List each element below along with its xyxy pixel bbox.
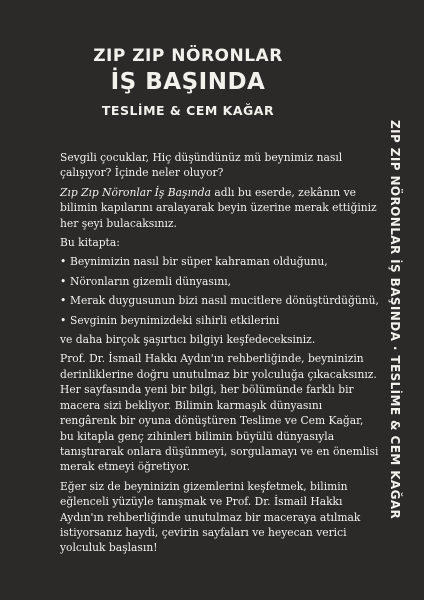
- list-item-text: Nöronların gizemli dünyasını,: [70, 274, 232, 288]
- list-item-text: Merak duygusunun bizi nasıl mucitlere dönüştürdüğünü,: [70, 294, 379, 308]
- list-item: [60, 293, 380, 308]
- paragraph-guide: Prof. Dr. İsmail Hakkı Aydın'ın rehberliğinde, beyninizin derinliklerine doğru unutulmaz bir yolculuğa çıkacaksınız. Her sayfasında yeni bir bilgi, her bölümünde farklı bir macera sizi bekliyor. Bilimin karmaşık dünyasını rengârenk bir oyuna dönüştüren Teslime ve Cem Kağar, bu kitapla genç zihinleri bilimin büyülü dünyasıyla tanıştırarak onlara düşünmeyi, sorgulamayı ve en önemlisi merak etmeyi öğretiyor.: [60, 352, 379, 474]
- intro-paragraph: Sevgili çocuklar, Hiç düşündünüz mü beynimiz nasıl çalışıyor? İçinde neler oluyor?: [60, 151, 343, 180]
- bullet-icon: •: [60, 255, 67, 269]
- topic-list: [60, 254, 380, 328]
- blurb: [60, 150, 380, 560]
- intro-paragraph-2-rest: adlı bu eserde, zekânın ve bilimin kapılarını aralayarak beyin üzerine merak ettiğiniz her şeyi bulacaksınız.: [60, 185, 377, 230]
- bullet-icon: •: [60, 313, 67, 327]
- title-line-1: ZIP ZIP NÖRONLAR: [93, 46, 283, 66]
- list-item: [60, 313, 380, 328]
- bullet-icon: •: [60, 274, 67, 288]
- list-tail: ve daha birçok şaşırtıcı bilgiyi keşfedeceksiniz.: [60, 333, 316, 347]
- list-item-text: Sevginin beynimizdeki sihirli etkilerini: [70, 313, 280, 327]
- paragraph-closing: Eğer siz de beyninizin gizemlerini keşfetmek, bilimin eğlenceli yüzüyle tanışmak ve Prof. Dr. İsmail Hakkı Aydın'ın rehberliğinde unutulmaz bir maceraya atılmak istiyorsanız haydi, çevirin sayfaları ve heyecan verici yolculuk başlasın!: [60, 479, 361, 555]
- list-item-text: Beynimizin nasıl bir süper kahraman olduğunu,: [70, 255, 328, 269]
- book-title-italic: Zıp Zıp Nöronlar İş Başında: [60, 185, 212, 199]
- list-item: [60, 254, 380, 269]
- list-heading: Bu kitapta:: [60, 236, 120, 250]
- title-line-2: İŞ BAŞINDA: [110, 69, 266, 95]
- bullet-icon: •: [60, 294, 67, 308]
- intro-paragraph-2: [60, 185, 380, 231]
- authors: TESLİME & CEM KAĞAR: [101, 103, 275, 118]
- spine-text: ZIP ZIP NÖRONLAR İŞ BAŞINDA · TESLİME & CEM KAĞAR: [388, 120, 402, 520]
- cover-header: [0, 40, 376, 118]
- list-item: [60, 274, 380, 289]
